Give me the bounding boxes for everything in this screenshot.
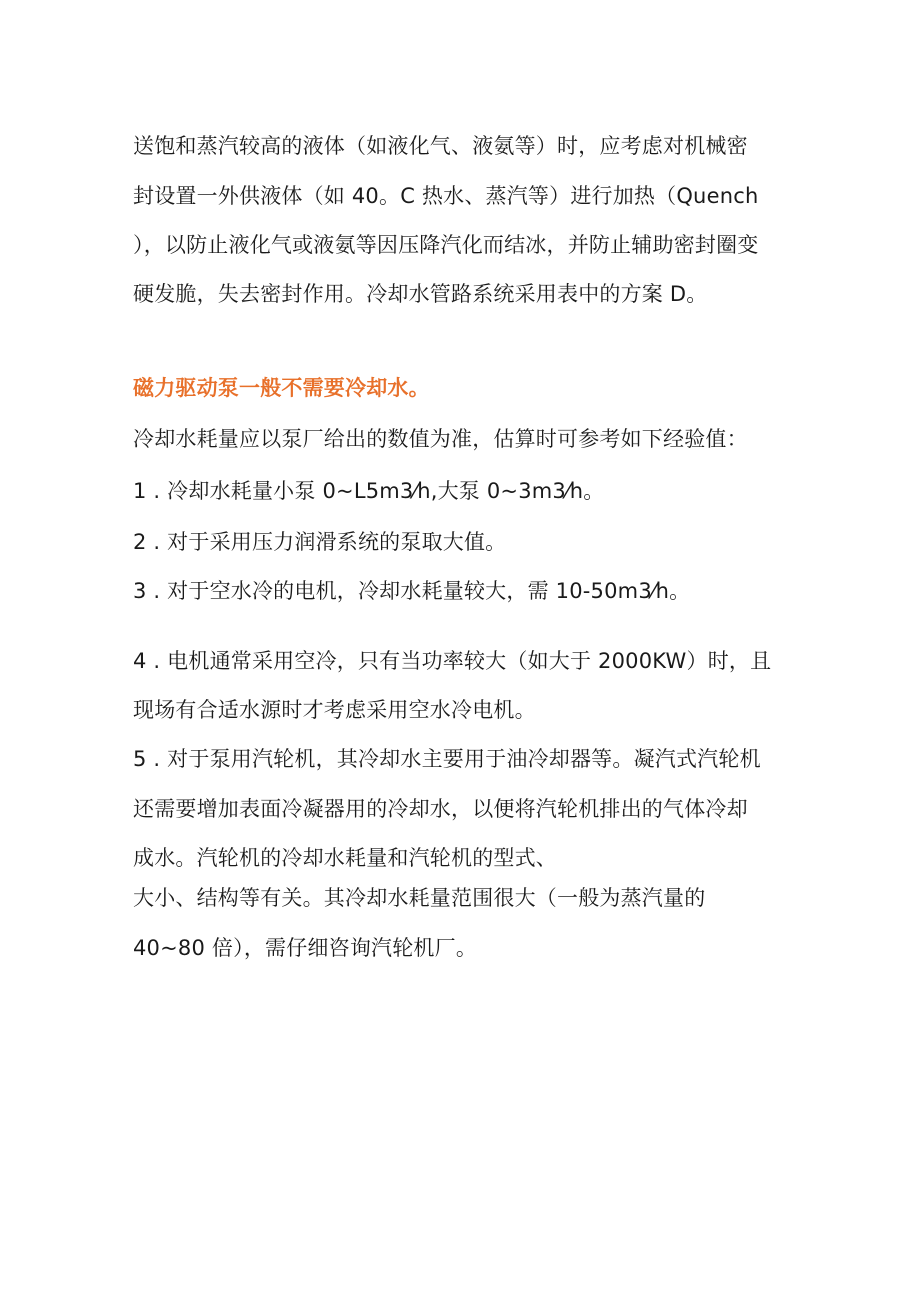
list-item-5-line-3: 成水。汽轮机的冷却水耗量和汽轮机的型式、 — [133, 846, 557, 870]
list-item-4-line-1: 4 . 电机通常采用空冷，只有当功率较大（如大于 2000KW）时，且 — [133, 649, 772, 673]
list-item-4-line-2: 现场有合适水源时才考虑采用空水冷电机。 — [133, 698, 536, 722]
list-item-5-line-4: 大小、结构等有关。其冷却水耗量范围很大（一般为蒸汽量的 — [133, 886, 706, 910]
intro-line-3: ），以防止液化气或液氨等因压降汽化而结冰，并防止辅助密封圈变 — [133, 233, 759, 257]
list-item-5-line-2: 还需要增加表面冷凝器用的冷却水，以便将汽轮机排出的气体冷却 — [133, 797, 748, 821]
list-item-2: 2 . 对于采用压力润滑系统的泵取大值。 — [133, 530, 507, 554]
section-heading: 磁力驱动泵一般不需要冷却水。 — [133, 376, 430, 400]
list-item-5-line-1: 5 . 对于泵用汽轮机，其冷却水主要用于油冷却器等。凝汽式汽轮机 — [133, 747, 761, 771]
intro-line-4: 硬发脆，失去密封作用。冷却水管路系统采用表中的方案 D。 — [133, 282, 708, 306]
list-item-1: 1 . 冷却水耗量小泵 0~L5m3⁄h,大泵 0~3m3⁄h。 — [133, 479, 605, 503]
intro-line-2: 封设置一外供液体（如 40。C 热水、蒸汽等）进行加热（Quench — [133, 184, 759, 208]
consumption-intro: 冷却水耗量应以泵厂给出的数值为准，估算时可参考如下经验值： — [133, 427, 748, 451]
list-item-5-line-5: 40~80 倍），需仔细咨询汽轮机厂。 — [133, 936, 478, 960]
list-item-3: 3 . 对于空水冷的电机，冷却水耗量较大，需 10-50m3⁄h。 — [133, 579, 691, 603]
intro-line-1: 送饱和蒸汽较高的液体（如液化气、液氨等）时，应考虑对机械密 — [133, 134, 748, 158]
